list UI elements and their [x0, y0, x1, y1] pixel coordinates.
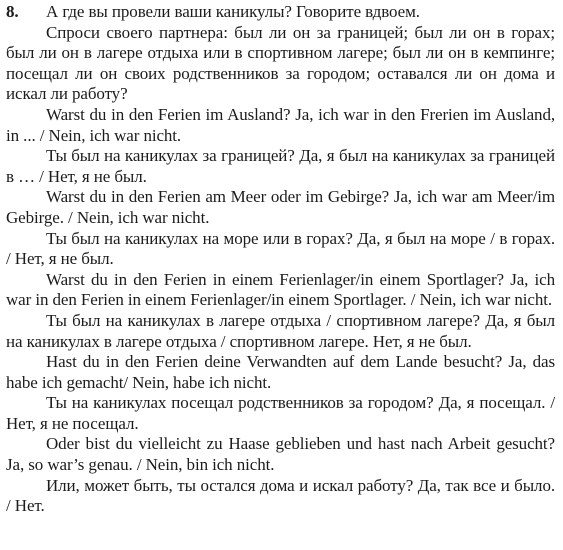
exercise-header	[6, 2, 555, 23]
exercise-title: А где вы провели ваши каникулы? Говорите вдвоем.	[46, 2, 420, 21]
instruction-paragraph: Спроси своего партнера: был ли он за границей; был ли он в горах; был ли он в лагере отдыха или в спортивном лагере; был ли он в кемпинге; посещал ли он своих родственников за городом; оставался ли он дома и искал ли работу?	[6, 22, 555, 104]
dialogue-line-de-5: Oder bist du vielleicht zu Haase geblieben und hast nach Arbeit gesucht? Ja, so war’s genau. / Nein, bin ich nicht.	[6, 434, 555, 475]
dialogue-line-de-1: Warst du in den Ferien im Ausland? Ja, ich war in den Frerien im Ausland, in ... / Nein, ich war nicht.	[6, 104, 555, 145]
dialogue-line-ru-1: Ты был на каникулах за границей? Да, я был на каникулах за границей в … / Нет, я не был.	[6, 146, 555, 186]
dialogue-line-ru-2: Ты был на каникулах на море или в горах? Да, я был на море / в горах. / Нет, я не был.	[6, 228, 555, 269]
dialogue-line-ru-4: Ты на каникулах посещал родственников за городом? Да, я посещал. / Нет, я не посещал.	[6, 393, 555, 433]
dialogue-line-ru-3: Ты был на каникулах в лагере отдыха / спортивном лагере? Да, я был на каникулах в лагере отдыха / спортивном лагере. Нет, я не был.	[6, 310, 555, 351]
dialogue-line-de-4: Hast du in den Ferien deine Verwandten auf dem Lande besucht? Ja, das habe ich gemacht/ Nein, habe ich nicht.	[6, 352, 555, 392]
exercise-number: 8.	[6, 2, 19, 21]
dialogue-line-de-3: Warst du in den Ferien in einem Ferienlager/in einem Sportlager? Ja, ich war in den Ferien in einem Ferienlager/in einem Sportlager. / Nein, ich war nicht.	[6, 269, 555, 310]
dialogue-line-de-2: Warst du in den Ferien am Meer oder im Gebirge? Ja, ich war am Meer/im Gebirge. / Nein, ich war nicht.	[6, 187, 555, 227]
dialogue-line-ru-5: Или, может быть, ты остался дома и искал работу? Да, так все и было. / Нет.	[6, 475, 555, 516]
